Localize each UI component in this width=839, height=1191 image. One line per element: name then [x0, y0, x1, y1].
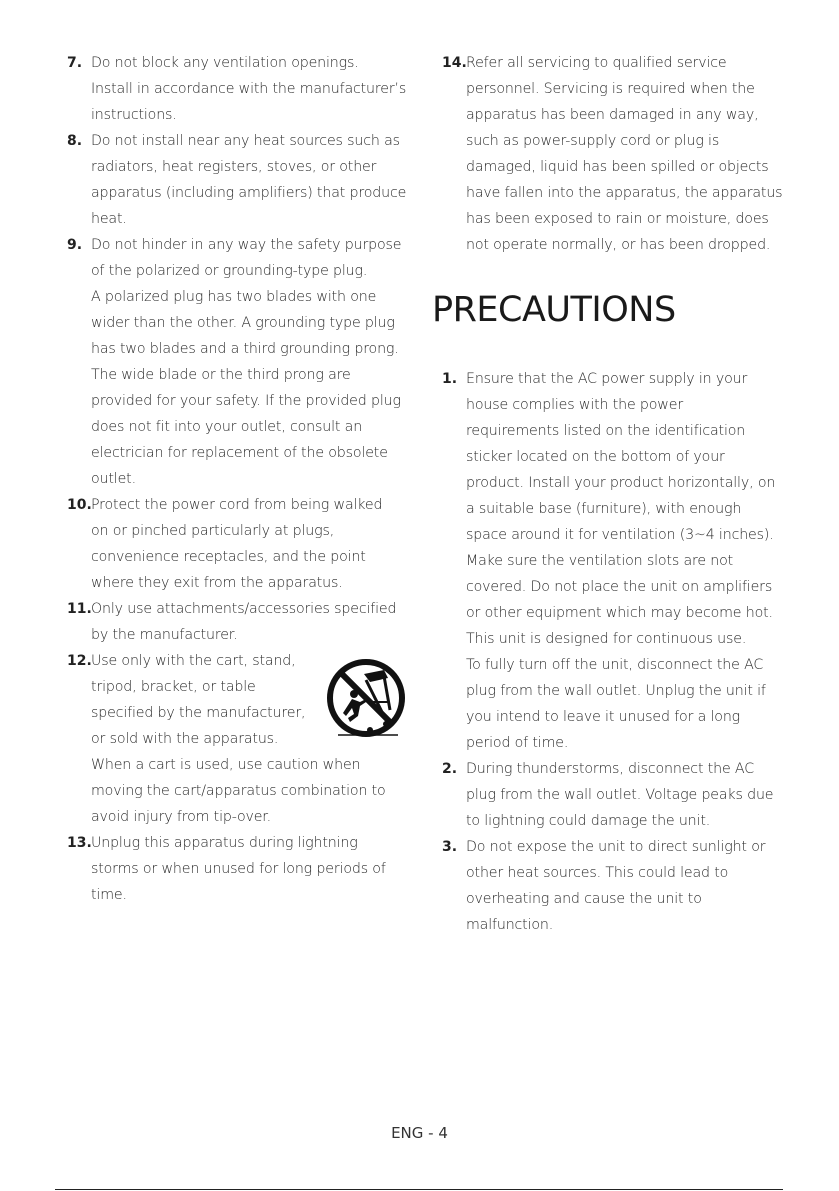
item-text-line: tripod, bracket, or table — [91, 679, 256, 695]
item-text-line: avoid injury from tip-over. — [91, 809, 272, 825]
item-text-line: of the polarized or grounding-type plug. — [91, 263, 368, 279]
cart-tip-over-warning-icon — [326, 658, 410, 746]
list-item — [67, 50, 417, 128]
item-text-line: a suitable base (furniture), with enough — [466, 501, 742, 517]
item-text-line: radiators, heat registers, stoves, or other — [91, 159, 377, 175]
item-text-line: by the manufacturer. — [91, 627, 238, 643]
item-text-line: To fully turn off the unit, disconnect the AC — [466, 657, 764, 673]
item-number: 14. — [442, 55, 467, 71]
item-text-line: wider than the other. A grounding type plug — [91, 315, 395, 331]
item-text-line: storms or when unused for long periods of — [91, 861, 386, 877]
item-text-line: A polarized plug has two blades with one — [91, 289, 377, 305]
item-text-line: During thunderstorms, disconnect the AC — [466, 761, 754, 777]
item-number: 9. — [67, 237, 83, 253]
item-number: 12. — [67, 653, 92, 669]
item-text-line: Do not expose the unit to direct sunlight or — [466, 839, 766, 855]
item-text-line: plug from the wall outlet. Voltage peaks due — [466, 787, 774, 803]
list-item — [442, 834, 787, 938]
list-item — [442, 756, 787, 834]
item-text-line: on or pinched particularly at plugs, — [91, 523, 335, 539]
item-text-line: overheating and cause the unit to — [466, 891, 702, 907]
item-text-line: This unit is designed for continuous use. — [466, 631, 747, 647]
item-text-line: heat. — [91, 211, 127, 227]
item-text-line: you intend to leave it unused for a long — [466, 709, 741, 725]
item-text-line: Do not hinder in any way the safety purpose — [91, 237, 402, 253]
list-item — [67, 128, 417, 232]
item-number: 10. — [67, 497, 92, 513]
item-text-line: electrician for replacement of the obsolete — [91, 445, 388, 461]
precautions-heading: PRECAUTIONS — [432, 290, 676, 330]
list-item — [442, 50, 787, 258]
precautions-list — [442, 366, 787, 938]
item-text-line: specified by the manufacturer, — [91, 705, 306, 721]
item-number: 3. — [442, 839, 458, 855]
item-text-line: Only use attachments/accessories specified — [91, 601, 397, 617]
item-text-line: such as power-supply cord or plug is — [466, 133, 720, 149]
item-number: 7. — [67, 55, 83, 71]
item-text-line: Unplug this apparatus during lightning — [91, 835, 358, 851]
item-text-line: Ensure that the AC power supply in your — [466, 371, 748, 387]
item-text-line: house complies with the power — [466, 397, 684, 413]
item-text-line: outlet. — [91, 471, 136, 487]
item-text-line: have fallen into the apparatus, the apparatus — [466, 185, 783, 201]
list-item — [67, 596, 417, 648]
item-text-line: Make sure the ventilation slots are not — [466, 553, 734, 569]
item-number: 13. — [67, 835, 92, 851]
item-text-line: space around it for ventilation (3~4 inches). — [466, 527, 774, 543]
item-text-line: covered. Do not place the unit on amplifiers — [466, 579, 773, 595]
item-text-line: apparatus has been damaged in any way, — [466, 107, 759, 123]
item-text-line: where they exit from the apparatus. — [91, 575, 343, 591]
item-text-line: When a cart is used, use caution when — [91, 757, 361, 773]
item-text-line: does not fit into your outlet, consult an — [91, 419, 363, 435]
item-text-line: has been exposed to rain or moisture, does — [466, 211, 769, 227]
item-number: 1. — [442, 371, 458, 387]
item-text-line: not operate normally, or has been dropped. — [466, 237, 771, 253]
item-text-line: Install in accordance with the manufacturer’s — [91, 81, 407, 97]
item-text-line: moving the cart/apparatus combination to — [91, 783, 386, 799]
item-text-line: damaged, liquid has been spilled or objects — [466, 159, 769, 175]
item-number: 8. — [67, 133, 83, 149]
item-text-line: Do not block any ventilation openings. — [91, 55, 359, 71]
item-text-line: other heat sources. This could lead to — [466, 865, 729, 881]
left-column — [67, 50, 417, 908]
item-text-line: Use only with the cart, stand, — [91, 653, 296, 669]
item-text-line: to lightning could damage the unit. — [466, 813, 711, 829]
item-text-line: malfunction. — [466, 917, 554, 933]
item-text-line: time. — [91, 887, 127, 903]
list-item — [67, 232, 417, 492]
item-text-line: plug from the wall outlet. Unplug the unit if — [466, 683, 766, 699]
list-item — [67, 830, 417, 908]
item-text-line: or other equipment which may become hot. — [466, 605, 773, 621]
item-number: 2. — [442, 761, 458, 777]
item-text-line: Protect the power cord from being walked — [91, 497, 383, 513]
item-text-line: has two blades and a third grounding prong. — [91, 341, 399, 357]
right-column — [442, 50, 787, 258]
item-text-line: sticker located on the bottom of your — [466, 449, 725, 465]
item-text-line: apparatus (including amplifiers) that produce — [91, 185, 407, 201]
item-text-line: Do not install near any heat sources such as — [91, 133, 400, 149]
item-text-line: personnel. Servicing is required when the — [466, 81, 755, 97]
item-text-line: The wide blade or the third prong are — [91, 367, 351, 383]
item-text-line: Refer all servicing to qualified service — [466, 55, 727, 71]
page-number: ENG - 4 — [391, 1124, 448, 1142]
list-item — [67, 492, 417, 596]
item-text-line: instructions. — [91, 107, 177, 123]
item-text-line: convenience receptacles, and the point — [91, 549, 366, 565]
item-text-line: requirements listed on the identification — [466, 423, 746, 439]
footer-divider — [55, 1189, 783, 1190]
list-item — [442, 366, 787, 756]
item-text-line: product. Install your product horizontally, on — [466, 475, 776, 491]
item-text-line: period of time. — [466, 735, 569, 751]
item-text-line: or sold with the apparatus. — [91, 731, 279, 747]
item-text-line: provided for your safety. If the provided plug — [91, 393, 401, 409]
item-number: 11. — [67, 601, 92, 617]
